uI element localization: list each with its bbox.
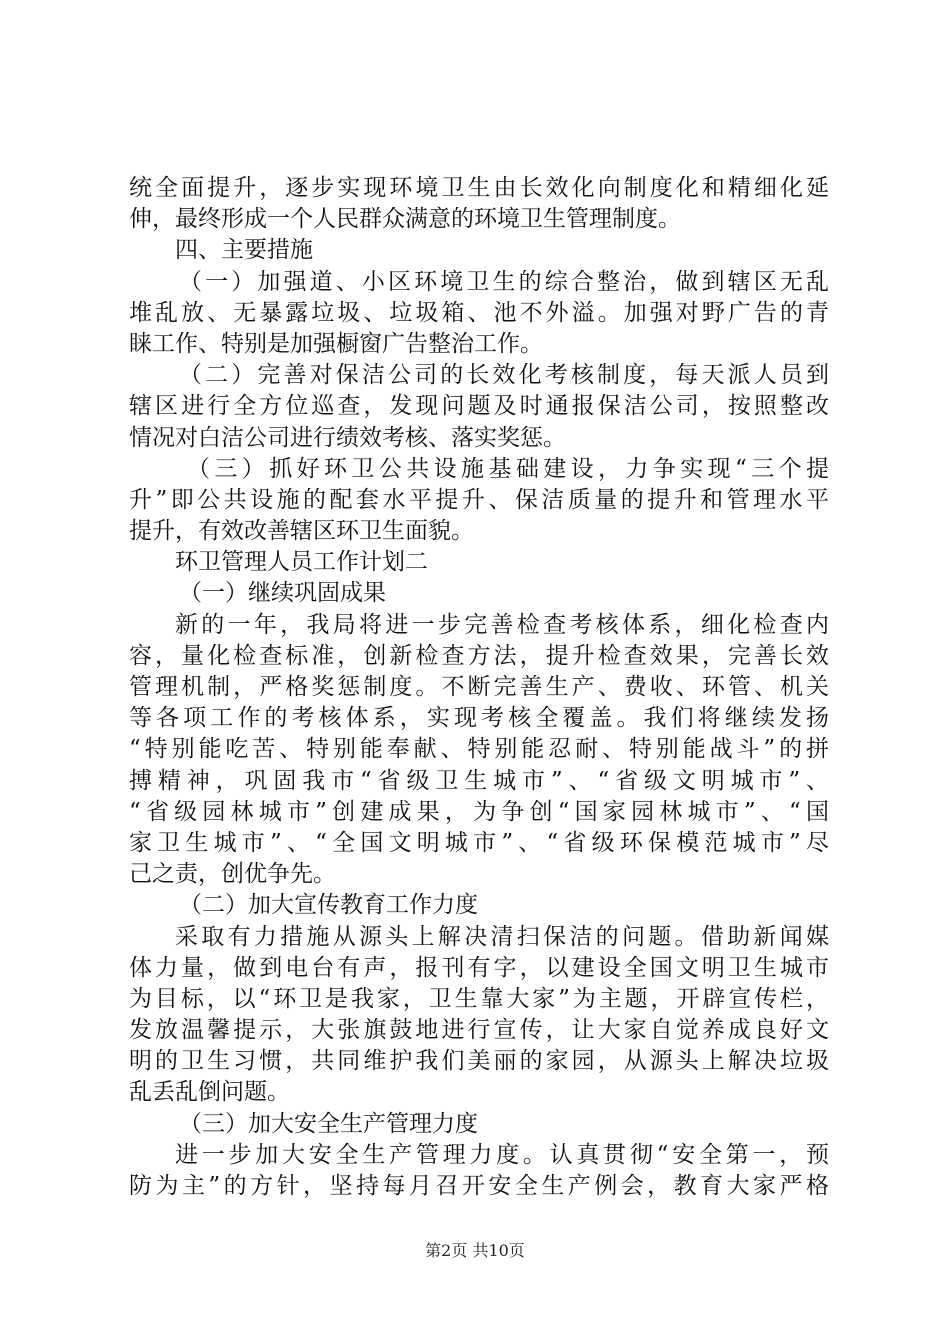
body-line: 采取有力措施从源头上解决清扫保洁的问题。借助新闻媒 — [175, 923, 829, 950]
body-line: （二）完善对保洁公司的长效化考核制度，每天派人员到 — [179, 362, 829, 389]
body-line: 发放温馨提示，大张旗鼓地进行宣传，让大家自觉养成良好文 — [129, 1017, 829, 1044]
body-line: 等各项工作的考核体系，实现考核全覆盖。我们将继续发扬 — [129, 705, 829, 732]
body-line: 辖区进行全方位巡查，发现问题及时通报保洁公司，按照整改 — [129, 393, 829, 420]
body-line: 为目标，以“环卫是我家，卫生靠大家”为主题，开辟宣传栏， — [129, 985, 829, 1012]
section-heading: 环卫管理人员工作计划二 — [175, 549, 428, 576]
body-line: 情况对白洁公司进行绩效考核、落实奖惩。 — [129, 424, 566, 451]
document-body — [129, 173, 829, 1202]
body-line: 伸，最终形成一个人民群众满意的环境卫生管理制度。 — [129, 206, 681, 233]
body-line: 搏精神，巩固我市“省级卫生城市”、“省级文明城市”、 — [129, 767, 829, 794]
body-line: 防为主”的方针，坚持每月召开安全生产例会，教育大家严格 — [129, 1173, 829, 1199]
body-line: 统全面提升，逐步实现环境卫生由长效化向制度化和精细化延 — [129, 175, 829, 201]
body-line: 管理机制，严格奖惩制度。不断完善生产、费收、环管、机关 — [129, 674, 829, 700]
body-line: 体力量，做到电台有声，报刊有字，以建设全国文明卫生城市 — [129, 954, 829, 981]
body-line: 进一步加大安全生产管理力度。认真贯彻“安全第一，预 — [175, 1141, 829, 1168]
subsection-heading: （三）加大安全生产管理力度 — [179, 1110, 478, 1137]
body-line: 明的卫生习惯，共同维护我们美丽的家园，从源头上解决垃圾 — [129, 1048, 829, 1075]
body-line: 容，量化检查标准，创新检查方法，提升检查效果，完善长效 — [129, 642, 829, 669]
body-line: “特别能吃苦、特别能奉献、特别能忍耐、特别能战斗”的拼 — [129, 736, 829, 763]
section-heading: 四、主要措施 — [175, 237, 313, 264]
body-line: “省级园林城市”创建成果，为争创“国家园林城市”、“国 — [129, 798, 829, 825]
body-line: 提升，有效改善辖区环卫生面貌。 — [129, 518, 474, 545]
body-line: 己之责，创优争先。 — [129, 861, 336, 888]
body-line: 新的一年，我局将进一步完善检查考核体系，细化检查内 — [175, 611, 829, 638]
subsection-heading: （二）加大宣传教育工作力度 — [179, 892, 478, 919]
body-line: 家卫生城市”、“全国文明城市”、“省级环保模范城市”尽 — [129, 829, 829, 856]
body-line: 睐工作、特别是加强橱窗广告整治工作。 — [129, 330, 543, 357]
body-line: 升”即公共设施的配套水平提升、保洁质量的提升和管理水平 — [129, 486, 829, 513]
subsection-heading: （一）继续巩固成果 — [179, 580, 386, 607]
body-line: 乱丢乱倒问题。 — [129, 1079, 290, 1106]
page-number-footer: 第2页 共10页 — [425, 1241, 525, 1260]
body-line: 堆乱放、无暴露垃圾、垃圾箱、池不外溢。加强对野广告的青 — [129, 299, 829, 326]
body-line: （一）加强道、小区环境卫生的综合整治，做到辖区无乱 — [179, 268, 829, 295]
body-line: （三）抓好环卫公共设施基础建设，力争实现“三个提 — [187, 455, 829, 482]
